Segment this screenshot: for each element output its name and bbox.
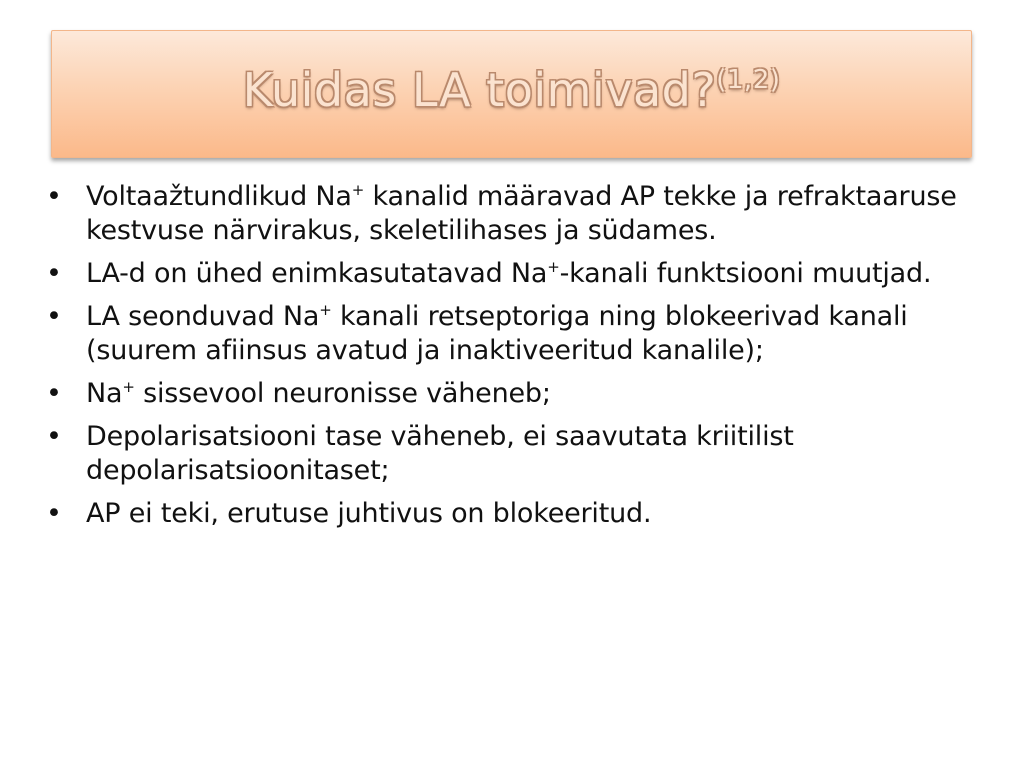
bullet-item: [46, 300, 996, 368]
superscript-plus: +: [351, 181, 365, 199]
bullet-item: [46, 257, 996, 291]
bullet-dot-icon: •: [46, 378, 62, 409]
bullet-item: [46, 497, 996, 531]
bullet-dot-icon: •: [46, 258, 62, 289]
bullet-dot-icon: •: [46, 498, 62, 529]
bullet-text: kanali retseptoriga ning blokeerivad kanali (suurem afiinsus avatud ja inaktiveeritud kanalile);: [86, 301, 908, 366]
slide-title: [243, 63, 781, 117]
bullet-dot-icon: •: [46, 301, 62, 332]
bullet-text: Voltaažtundlikud Na: [86, 181, 352, 212]
bullet-text: AP ei teki, erutuse juhtivus on blokeeritud.: [86, 498, 652, 529]
bullet-item: [46, 180, 996, 248]
bullet-dot-icon: •: [46, 421, 62, 452]
bullet-text: Depolarisatsiooni tase väheneb, ei saavutata kriitilist depolarisatsioonitaset;: [86, 421, 794, 486]
bullet-list: [46, 180, 996, 540]
bullet-dot-icon: •: [46, 181, 62, 212]
slide-title-text: Kuidas LA toimivad?: [242, 63, 717, 117]
bullet-text: kanalid määravad AP tekke ja refraktaaruse kestvuse närvirakus, skeletilihases ja südames.: [86, 181, 957, 246]
title-banner: [51, 30, 972, 158]
superscript-plus: +: [547, 258, 560, 276]
bullet-text: LA-d on ühed enimkasutatavad Na: [86, 258, 548, 289]
bullet-text: sissevool neuronisse väheneb;: [134, 378, 551, 409]
bullet-item: [46, 377, 996, 411]
superscript-plus: +: [319, 301, 332, 319]
superscript-plus: +: [122, 378, 135, 396]
bullet-text: -kanali funktsiooni muutjad.: [559, 258, 932, 289]
bullet-item: [46, 420, 996, 488]
bullet-text: Na: [86, 378, 123, 409]
slide-title-reference: (1,2): [716, 65, 781, 95]
bullet-text: LA seonduvad Na: [86, 301, 320, 332]
